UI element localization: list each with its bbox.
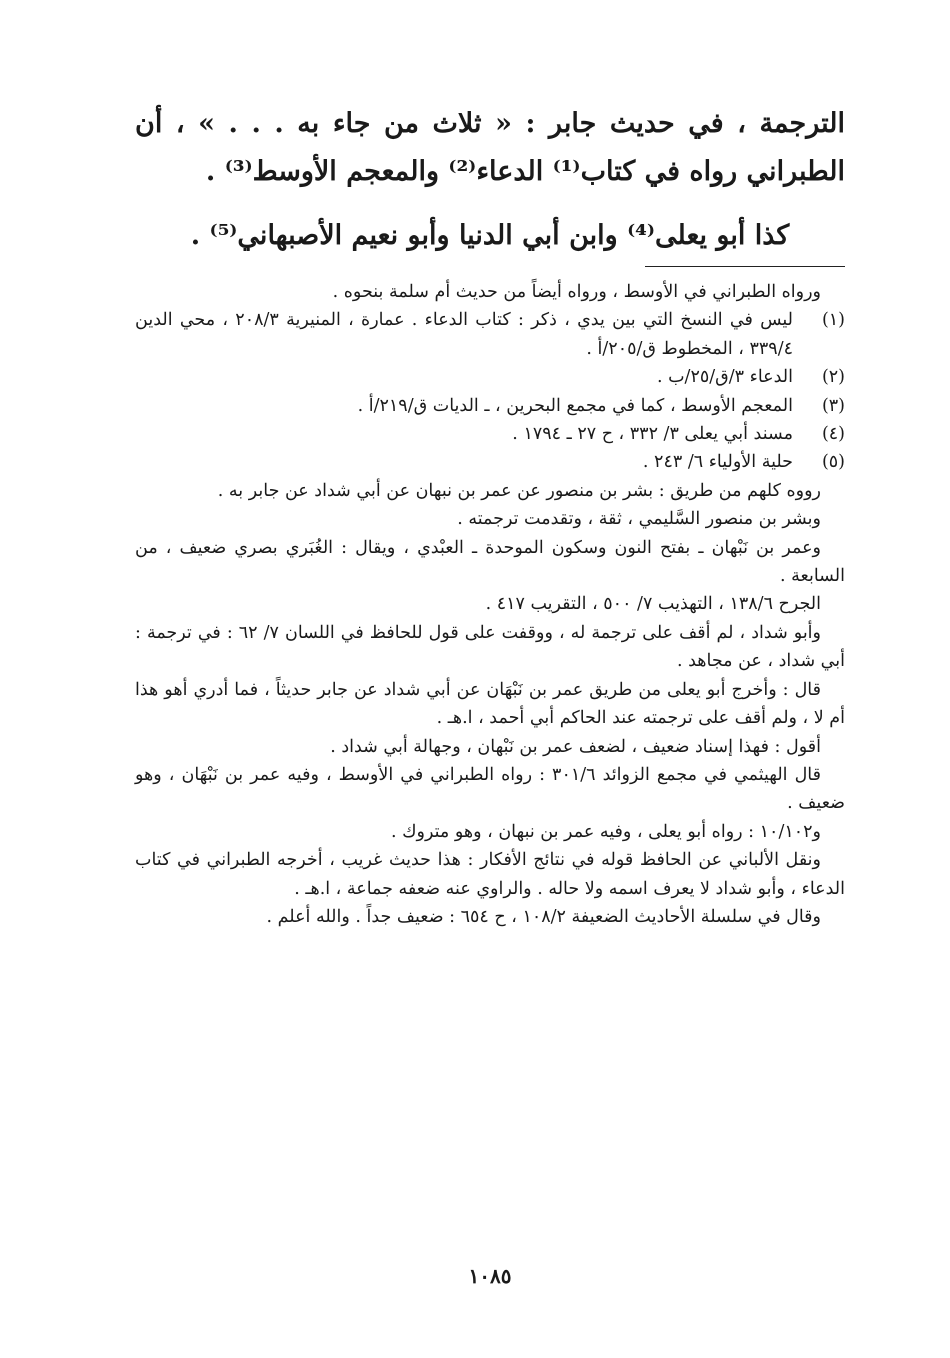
footnote-text: حلية الأولياء ٦/ ٢٤٣ . xyxy=(642,452,793,473)
notes-paragraph: وعمر بن نَبْهان ـ بفتح النون وسكون الموحدة ـ العبْدي ، ويقال : الغُبَري بصري ضعيف ، من السابعة . xyxy=(135,537,845,587)
notes-paragraph: وأبو شداد ، لم أقف على ترجمة له ، ووقفت على قول للحافظ في اللسان ٧/ ٦٢ : في ترجمة : أبي شداد ، عن مجاهد . xyxy=(135,622,845,672)
notes-paragraph: رووه كلهم من طريق : بشر بن منصور عن عمر بن نبهان عن أبي شداد عن جابر به . xyxy=(217,480,821,501)
page-number: ١٠٨٥ xyxy=(468,1264,512,1288)
footnote-2 xyxy=(135,363,845,391)
notes-paragraph: و١٠/١٠٢ : رواه أبو يعلى ، وفيه عمر بن نبهان ، وهو متروك . xyxy=(390,821,821,842)
notes-paragraph: أقول : فهذا إسناد ضعيف ، لضعف عمر بن نَبْهان ، وجهالة أبي شداد . xyxy=(330,736,821,757)
footnote-3 xyxy=(135,392,845,420)
notes-paragraph: وقال في سلسلة الأحاديث الضعيفة ١٠٨/٢ ، ح ٦٥٤ : ضعيف جداً . والله أعلم . xyxy=(266,906,821,927)
footnote-number: (٣) xyxy=(821,395,845,416)
footnote-5 xyxy=(135,448,845,476)
footnote-separator xyxy=(645,266,845,267)
footnote-text: الدعاء ٣/ق/٢٥/ب . xyxy=(656,367,793,388)
footnote-number: (١) xyxy=(821,310,845,331)
notes-paragraph: وبشر بن منصور السَّليمي ، ثقة ، وتقدمت ترجمته . xyxy=(457,509,821,530)
footnote-text: ليس في النسخ التي بين يدي ، ذكر : كتاب الدعاء . عمارة ، المنيرية ٢٠٨/٣ ، محي الدين ٣٣٩/٤ ، المخطوط ق/٢٠٥/أ . xyxy=(135,310,793,359)
notes-paragraph: قال الهيثمي في مجمع الزوائد ٣٠١/٦ : رواه الطبراني في الأوسط ، وفيه عمر بن نَبْهَان ، وهو ضعيف . xyxy=(135,764,845,814)
notes-paragraph: قال : وأخرج أبو يعلى من طريق عمر بن نَبْهَان عن أبي شداد عن جابر حديثاً ، فما أدري أهو هذا أم لا ، ولم أقف على ترجمته عند الحاكم أبي أحمد ، ا.هـ . xyxy=(135,679,845,729)
footnotes-section xyxy=(135,278,845,931)
notes-intro: ورواه الطبراني في الأوسط ، ورواه أيضاً من حديث أم سلمة بنحوه . xyxy=(332,282,821,302)
book-page xyxy=(135,0,845,1358)
footnote-number: (٢) xyxy=(821,367,845,388)
footnote-text: المعجم الأوسط ، كما في مجمع البحرين ، ـ الديات ق/٢١٩/أ . xyxy=(357,395,793,416)
main-paragraph: الترجمة ، في حديث جابر : « ثلاث من جاء به . . . » ، أن الطبراني رواه في كتاب⁽¹⁾ الدعاء⁽²⁾ والمعجم الأوسط⁽³⁾ . xyxy=(135,108,845,187)
footnote-4 xyxy=(135,420,845,448)
main-centered-line: كذا أبو يعلى⁽⁴⁾ وابن أبي الدنيا وأبو نعيم الأصبهاني⁽⁵⁾ . xyxy=(190,220,790,251)
footnote-number: (٥) xyxy=(821,452,845,473)
footnote-1 xyxy=(135,306,845,363)
notes-paragraph: ونقل الألباني عن الحافظ قوله في نتائج الأفكار : هذا حديث غريب ، أخرجه الطبراني في كتاب الدعاء ، وأبو شداد لا يعرف اسمه ولا حاله . والراوي عنه ضعفه جماعة ، ا.هـ . xyxy=(135,850,845,899)
notes-paragraph: الجرح ١٣٨/٦ ، التهذيب ٧/ ٥٠٠ ، التقريب ٤١٧ . xyxy=(485,594,821,615)
footnote-number: (٤) xyxy=(821,424,845,445)
footnote-text: مسند أبي يعلى ٣/ ٣٣٢ ، ح ٢٧ ـ ١٧٩٤ . xyxy=(512,424,793,445)
